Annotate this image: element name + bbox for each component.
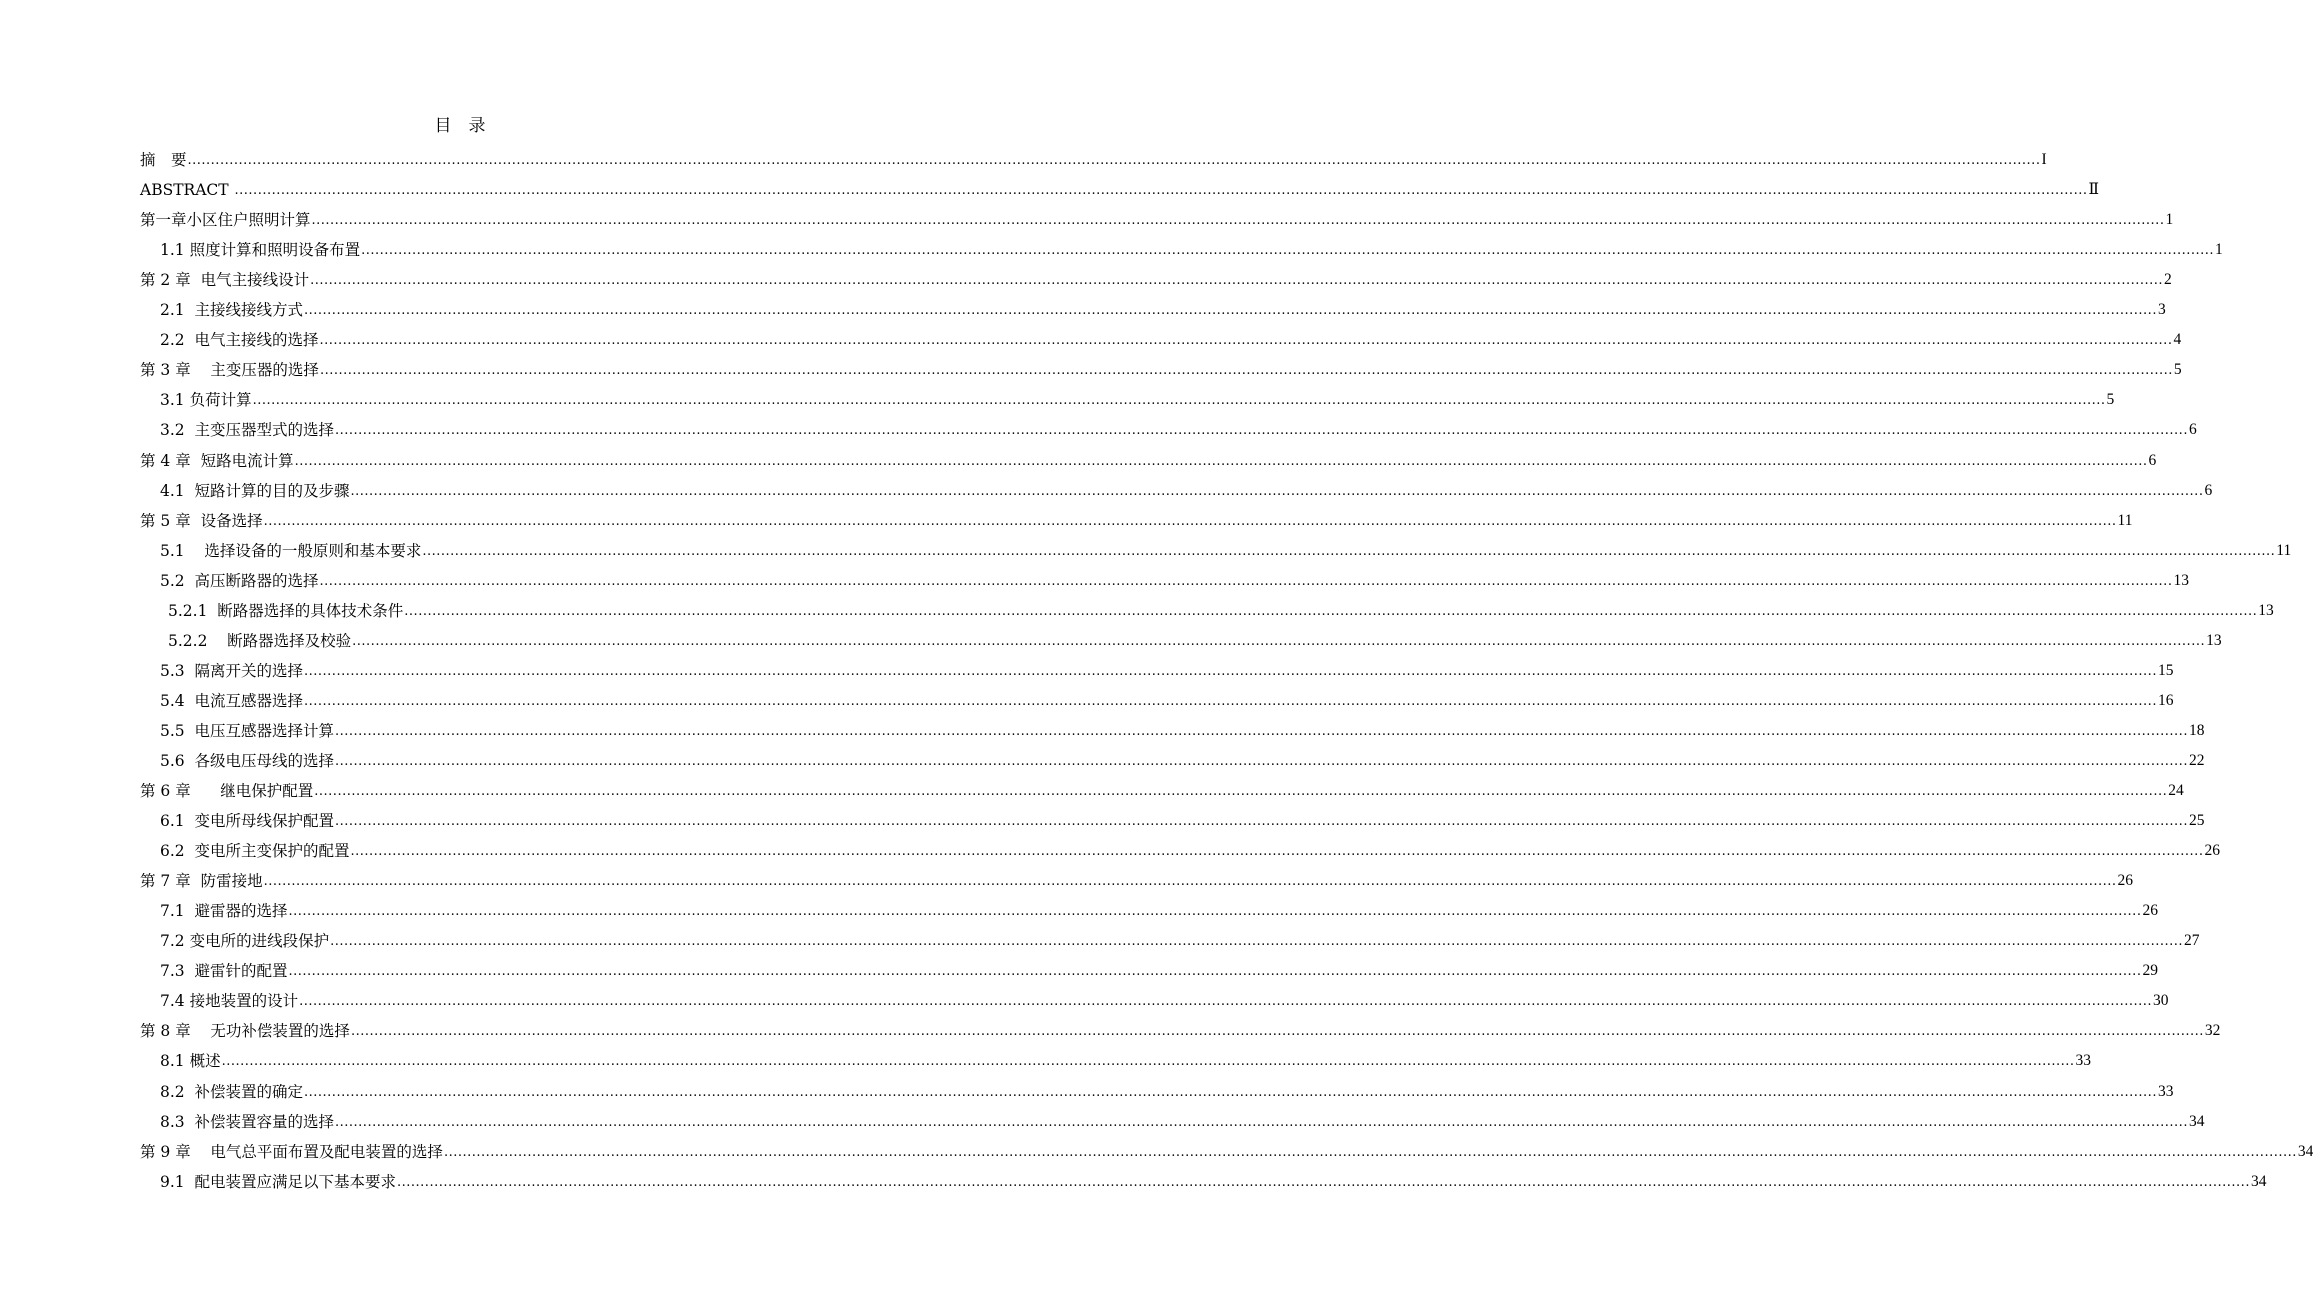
toc-leader-dots: ................................................................................................................................................................................................................................................................................................................................................................................................................ <box>330 934 2184 950</box>
toc-entry-page: 29 <box>2142 962 2158 980</box>
toc-entry[interactable] <box>140 923 2200 953</box>
toc-entry-page: 2 <box>2164 271 2172 289</box>
toc-leader-dots: ................................................................................................................................................................................................................................................................................................................................................................................................................ <box>263 874 2117 890</box>
toc-leader-dots: ................................................................................................................................................................................................................................................................................................................................................................................................................ <box>294 453 2148 469</box>
toc-entry[interactable] <box>140 503 2133 533</box>
toc-entry[interactable] <box>140 1164 2267 1194</box>
toc-leader-dots: ................................................................................................................................................................................................................................................................................................................................................................................................................ <box>335 1114 2188 1130</box>
toc-entry[interactable] <box>140 1104 2205 1134</box>
toc-entry-page: 18 <box>2188 721 2205 739</box>
toc-entry[interactable] <box>140 623 2222 653</box>
toc-leader-dots: ................................................................................................................................................................................................................................................................................................................................................................................................................ <box>404 603 2258 619</box>
toc-entry-page: 32 <box>2204 1022 2221 1040</box>
toc-entry-page: 30 <box>2153 992 2169 1010</box>
toc-entry-page: 4 <box>2173 331 2182 349</box>
toc-entry-label: 5.3 隔离开关的选择 <box>160 661 304 680</box>
toc-entry-label: 9.1 配电装置应满足以下基本要求 <box>160 1172 397 1191</box>
toc-leader-dots: ................................................................................................................................................................................................................................................................................................................................................................................................................ <box>187 153 2041 169</box>
toc-leader-dots: ................................................................................................................................................................................................................................................................................................................................................................................................................ <box>319 333 2173 349</box>
toc-entry-label: 5.1 选择设备的一般原则和基本要求 <box>160 541 422 560</box>
toc-entry-label: 7.3 避雷针的配置 <box>160 962 288 981</box>
toc-leader-dots: ................................................................................................................................................................................................................................................................................................................................................................................................................ <box>350 1024 2204 1040</box>
toc-entry-label: ABSTRACT <box>140 181 234 200</box>
toc-entry-page: 34 <box>2188 1112 2205 1130</box>
toc-entry-label: 第 9 章 电气总平面布置及配电装置的选择 <box>140 1142 443 1161</box>
toc-entry-label: 5.2 高压断路器的选择 <box>160 571 319 590</box>
toc-entry-label: 5.2.1 断路器选择的具体技术条件 <box>168 601 404 620</box>
toc-entry[interactable] <box>140 773 2184 803</box>
toc-leader-dots: ................................................................................................................................................................................................................................................................................................................................................................................................................ <box>319 573 2173 589</box>
toc-entry-label: 4.1 短路计算的目的及步骤 <box>160 481 350 500</box>
toc-entry-page: 26 <box>2142 902 2158 920</box>
toc-leader-dots: ................................................................................................................................................................................................................................................................................................................................................................................................................ <box>319 363 2173 379</box>
toc-entry-page: 27 <box>2184 932 2200 950</box>
toc-entry-page: 5 <box>2106 391 2115 409</box>
toc-entry-page: 11 <box>2276 541 2292 559</box>
toc-leader-dots: ................................................................................................................................................................................................................................................................................................................................................................................................................ <box>314 784 2168 800</box>
toc-leader-dots: ................................................................................................................................................................................................................................................................................................................................................................................................................ <box>335 723 2188 739</box>
toc-entry-page: 5 <box>2173 361 2182 379</box>
toc-entry-label: 8.2 补偿装置的确定 <box>160 1082 304 1101</box>
toc-entry[interactable] <box>140 833 2220 863</box>
toc-leader-dots: ................................................................................................................................................................................................................................................................................................................................................................................................................ <box>311 213 2165 229</box>
toc-entry[interactable] <box>140 232 2223 262</box>
toc-entry-page: 6 <box>2188 421 2197 439</box>
toc-entry-page: 34 <box>2250 1172 2267 1190</box>
toc-entry-page: 22 <box>2188 751 2205 769</box>
toc-leader-dots: ................................................................................................................................................................................................................................................................................................................................................................................................................ <box>252 393 2106 409</box>
toc-entry-label: 1.1 照度计算和照明设备布置 <box>160 241 361 260</box>
toc-leader-dots: ................................................................................................................................................................................................................................................................................................................................................................................................................ <box>310 273 2164 289</box>
toc-leader-dots: ................................................................................................................................................................................................................................................................................................................................................................................................................ <box>299 994 2153 1010</box>
toc-entry[interactable] <box>140 683 2174 713</box>
toc-entry-page: 34 <box>2297 1142 2313 1160</box>
toc-entry-label: 第一章小区住户照明计算 <box>140 211 311 230</box>
toc-leader-dots: ................................................................................................................................................................................................................................................................................................................................................................................................................ <box>397 1174 2250 1190</box>
toc-entry-page: 16 <box>2157 691 2174 709</box>
toc-entry-label: 第 2 章 电气主接线设计 <box>140 271 310 290</box>
toc-entry-page: 13 <box>2206 631 2222 649</box>
toc-entry-label: 第 8 章 无功补偿装置的选择 <box>140 1022 350 1041</box>
toc-entry[interactable] <box>140 473 2213 503</box>
toc-entry[interactable] <box>140 412 2197 442</box>
toc-leader-dots: ................................................................................................................................................................................................................................................................................................................................................................................................................ <box>288 904 2142 920</box>
toc-entry-label: 5.6 各级电压母线的选择 <box>160 751 335 770</box>
toc-entry-page: 1 <box>2165 211 2174 229</box>
toc-entry-page: 26 <box>2117 872 2134 890</box>
toc-leader-dots: ................................................................................................................................................................................................................................................................................................................................................................................................................ <box>361 243 2215 259</box>
toc-entry-page: 24 <box>2168 782 2184 800</box>
toc-leader-dots: ................................................................................................................................................................................................................................................................................................................................................................................................................ <box>304 663 2157 679</box>
toc-entry[interactable] <box>140 1134 2313 1164</box>
toc-leader-dots: ................................................................................................................................................................................................................................................................................................................................................................................................................ <box>263 513 2117 529</box>
toc-entry-label: 第 7 章 防雷接地 <box>140 872 263 891</box>
toc-entry-page: 6 <box>2204 481 2213 499</box>
toc-entry[interactable] <box>140 893 2158 923</box>
toc-entry[interactable] <box>140 593 2274 623</box>
toc-entry[interactable] <box>140 1043 2092 1073</box>
toc-entry-label: 第 3 章 主变压器的选择 <box>140 361 319 380</box>
toc-entry[interactable] <box>140 743 2205 773</box>
toc-entry-label: 第 4 章 短路电流计算 <box>140 451 294 470</box>
toc-entry-page: 13 <box>2173 571 2189 589</box>
toc-leader-dots: ................................................................................................................................................................................................................................................................................................................................................................................................................ <box>304 303 2157 319</box>
toc-entry[interactable] <box>140 142 2047 172</box>
toc-entry-label: 第 6 章 继电保护配置 <box>140 782 314 801</box>
toc-entry-page: 33 <box>2075 1052 2092 1070</box>
toc-leader-dots: ................................................................................................................................................................................................................................................................................................................................................................................................................ <box>350 483 2204 499</box>
toc-entry-label: 7.1 避雷器的选择 <box>160 902 288 921</box>
toc-entry-label: 3.2 主变压器型式的选择 <box>160 421 335 440</box>
toc-entry-page: 3 <box>2157 301 2166 319</box>
toc-leader-dots: ................................................................................................................................................................................................................................................................................................................................................................................................................ <box>335 423 2188 439</box>
toc-entry[interactable] <box>140 713 2205 743</box>
toc-entry-page: I <box>2041 151 2047 169</box>
toc-entry[interactable] <box>140 382 2115 412</box>
toc-leader-dots: ................................................................................................................................................................................................................................................................................................................................................................................................................ <box>422 543 2276 559</box>
toc-entry-label: 5.5 电压互感器选择计算 <box>160 721 335 740</box>
toc-leader-dots: ................................................................................................................................................................................................................................................................................................................................................................................................................ <box>335 814 2188 830</box>
toc-entry[interactable] <box>140 262 2172 292</box>
toc-entry-label: 8.3 补偿装置容量的选择 <box>160 1112 335 1131</box>
toc-entry-label: 2.2 电气主接线的选择 <box>160 331 319 350</box>
toc-entry-page: 13 <box>2258 601 2274 619</box>
toc-entry-label: 第 5 章 设备选择 <box>140 511 263 530</box>
toc-entry[interactable] <box>140 172 2100 202</box>
toc-entry-page: 25 <box>2188 812 2205 830</box>
toc-leader-dots: ................................................................................................................................................................................................................................................................................................................................................................................................................ <box>304 693 2157 709</box>
toc-leader-dots: ................................................................................................................................................................................................................................................................................................................................................................................................................ <box>304 1084 2157 1100</box>
toc-entry[interactable] <box>140 563 2189 593</box>
toc-entry[interactable] <box>140 653 2174 683</box>
toc-entry[interactable] <box>140 863 2134 893</box>
toc-entry-label: 摘 要 <box>140 151 187 170</box>
toc-entry-label: 3.1 负荷计算 <box>160 391 252 410</box>
toc-entry-label: 7.4 接地装置的设计 <box>160 992 299 1011</box>
toc-leader-dots: ................................................................................................................................................................................................................................................................................................................................................................................................................ <box>288 964 2142 980</box>
toc-entry-label: 7.2 变电所的进线段保护 <box>160 932 330 951</box>
toc-entry-page: 6 <box>2148 451 2157 469</box>
toc-title: 目 录 <box>434 116 486 136</box>
toc-entry-page: 15 <box>2157 661 2174 679</box>
toc-leader-dots: ................................................................................................................................................................................................................................................................................................................................................................................................................ <box>234 183 2088 199</box>
toc-entry[interactable] <box>140 953 2158 983</box>
toc-entry[interactable] <box>140 533 2292 563</box>
toc-list <box>140 142 2313 1194</box>
toc-entry-label: 5.4 电流互感器选择 <box>160 691 304 710</box>
toc-entry-page: 1 <box>2215 241 2223 259</box>
toc-entry-label: 6.2 变电所主变保护的配置 <box>160 842 350 861</box>
toc-entry[interactable] <box>140 202 2174 232</box>
toc-entry[interactable] <box>140 1013 2221 1043</box>
toc-entry[interactable] <box>140 1073 2174 1103</box>
toc-leader-dots: ................................................................................................................................................................................................................................................................................................................................................................................................................ <box>350 844 2204 860</box>
toc-entry-label: 8.1 概述 <box>160 1052 221 1071</box>
toc-entry-page: 33 <box>2157 1082 2174 1100</box>
toc-entry-page: 26 <box>2204 842 2220 860</box>
toc-leader-dots: ................................................................................................................................................................................................................................................................................................................................................................................................................ <box>352 633 2206 649</box>
toc-leader-dots: ................................................................................................................................................................................................................................................................................................................................................................................................................ <box>335 753 2188 769</box>
toc-entry-label: 5.2.2 断路器选择及校验 <box>168 631 352 650</box>
toc-leader-dots: ................................................................................................................................................................................................................................................................................................................................................................................................................ <box>221 1054 2075 1070</box>
toc-entry[interactable] <box>140 322 2182 352</box>
toc-entry[interactable] <box>140 983 2169 1013</box>
toc-entry[interactable] <box>140 352 2182 382</box>
toc-entry-label: 6.1 变电所母线保护配置 <box>160 812 335 831</box>
toc-entry[interactable] <box>140 442 2157 472</box>
toc-entry-page: 11 <box>2117 511 2133 529</box>
toc-entry[interactable] <box>140 803 2205 833</box>
toc-entry-label: 2.1 主接线接线方式 <box>160 301 304 320</box>
toc-leader-dots: ................................................................................................................................................................................................................................................................................................................................................................................................................ <box>443 1144 2297 1160</box>
toc-entry[interactable] <box>140 292 2166 322</box>
toc-entry-page: Ⅱ <box>2088 181 2100 199</box>
